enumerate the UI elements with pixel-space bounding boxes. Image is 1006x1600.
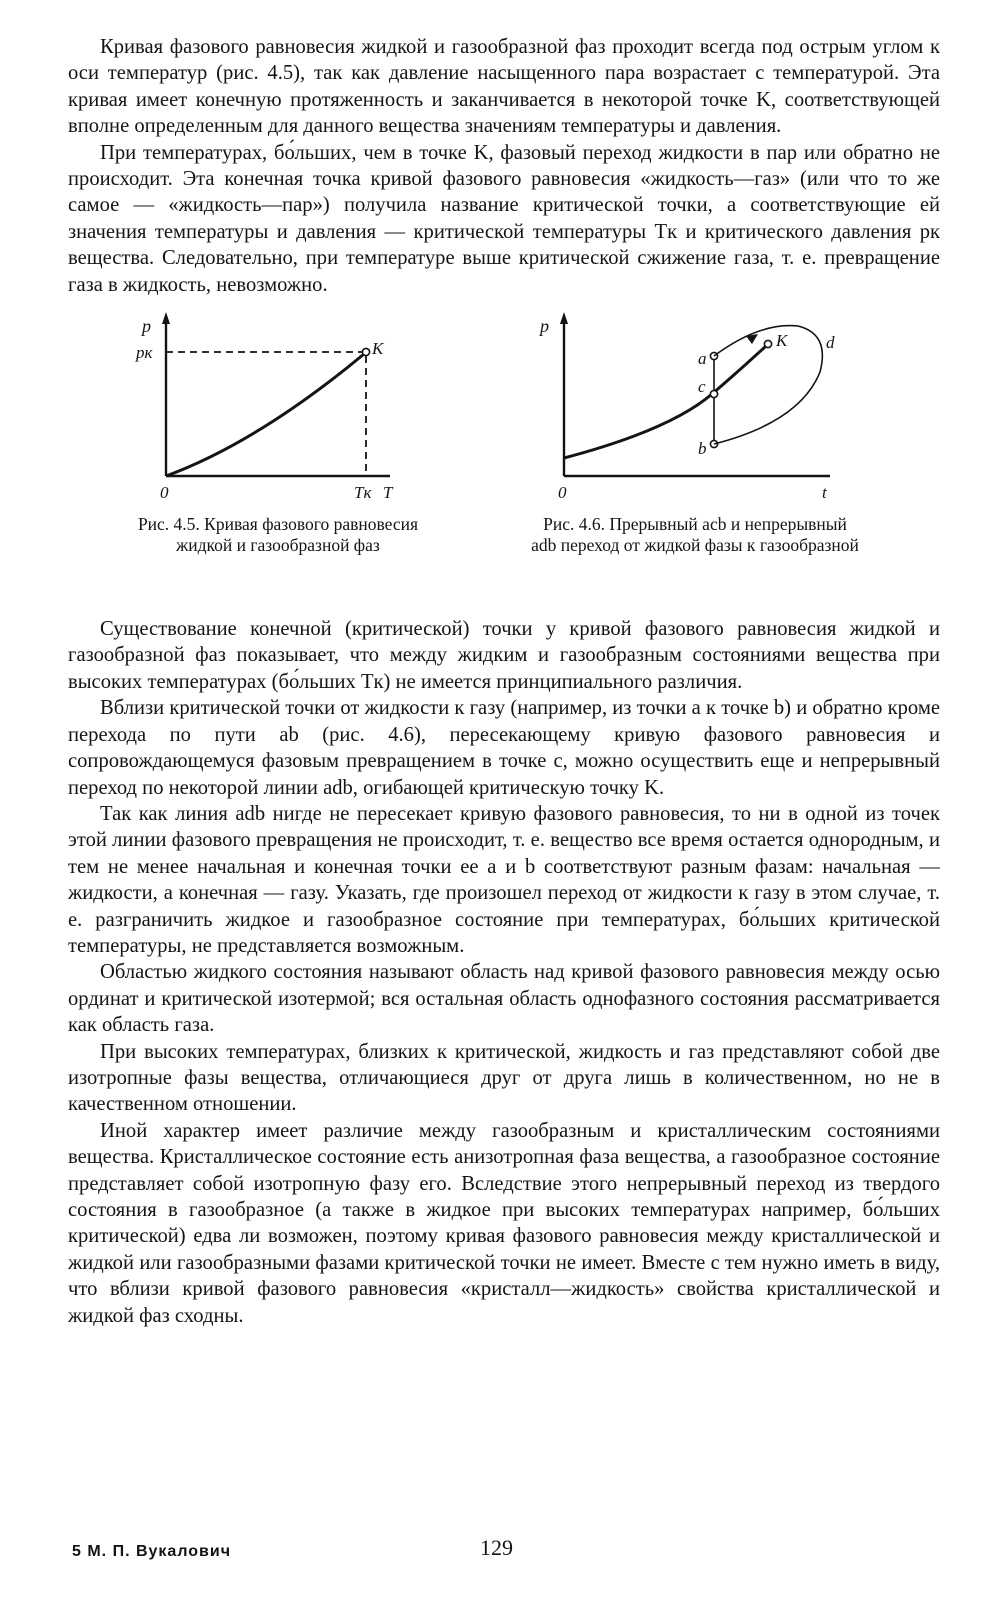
paragraph: Существование конечной (критической) точки у кривой фазового равновесия жидкой и газообразной фаз показывает, что между жидким и газообразным состояниями вещества при высоких температурах (бо́льших Tк) не имеется принципиального различия. [68, 618, 940, 693]
paragraph: При температурах, бо́льших, чем в точке K, фазовый переход жидкости в пар или обратно не происходит. Эта конечная точка кривой фазового равновесия «жидкость—газ» (или что то же самое — «жидкость—пар») получила название критической точки, а соответствующие ей значения температуры и давления — критической температуры Tк и критического давления pк вещества. Следовательно, при температуре выше критической сжижение газа, т. е. превращение газа в жидкость, невозможно. [68, 141, 940, 296]
figure-4-6 [530, 312, 860, 556]
c-label: c [698, 377, 706, 397]
paragraph: Вблизи критической точки от жидкости к газу (например, из точки a к точке b) и обратно кроме перехода по пути ab (рис. 4.6), пересекающему кривую фазового равновесия и сопровождающемуся фазовым превращением в точке c, можно осуществить еще и непрерывный переход по некоторой линии adb, огибающей критическую точку K. [68, 697, 940, 799]
figure-4-5 [128, 312, 428, 556]
paragraph: Так как линия adb нигде не пересекает кривую фазового равновесия, то ни в одной из точек этой линии фазового превращения не происходит, т. е. вещество все время остается однородным, и тем не менее начальная и конечная точки ее a и b соответствуют разным фазам: начальная — жидкости, а конечная — газу. Указать, где произошел переход от жидкости к газу в этом случае, т. е. разграничить жидкое и газообразное состояние при температурах, бо́льших критической температуры, не представляется возможным. [68, 802, 940, 957]
pk-label: pк [136, 343, 153, 363]
critical-point-K [764, 340, 771, 347]
b-label: b [698, 439, 707, 459]
p-axis-arrow [162, 312, 170, 324]
K-label: K [372, 339, 384, 359]
paragraph: Областью жидкого состояния называют область над кривой фазового равновесия между осью ординат и критической изотермой; вся остальная область однофазного состояния рассматривается как область газа. [68, 961, 940, 1037]
d-label: d [826, 333, 835, 353]
p-axis-label: p [540, 316, 549, 337]
signature-mark: 5 М. П. Вукалович [72, 1543, 231, 1560]
figures-row [68, 312, 940, 602]
paragraph: Кривая фазового равновесия жидкой и газообразной фаз проходит всегда под острым углом к оси температур (рис. 4.5), так как давление насыщенного пара возрастает с температурой. Эта кривая имеет конечную протяженность и заканчивается в некоторой точке K, соответствующей вполне определенным для данного вещества значениям температуры и давления. [68, 36, 940, 138]
origin-label: 0 [160, 483, 169, 503]
p-axis-label: p [142, 316, 151, 337]
equilibrium-curve [166, 354, 364, 476]
paragraph: Иной характер имеет различие между газообразным и кристаллическим состояниями вещества. Кристаллическое состояние есть анизотропная фаза вещества, а газообразное состояние представляет собой изотропную фазу его. Вследствие этого непрерывный переход из твердого состояния в газообразное (а также в жидкое при высоких температурах например, бо́льших критической) едва ли возможен, поэтому кривая фазового равновесия между кристаллической и жидкой или газообразными фазами критической точки не имеет. Вместе с тем нужно иметь в виду, что вблизи кривой фазового равновесия «кристалл—жидкость» свойства кристаллической и жидкой фаз сходны. [68, 1119, 940, 1327]
page-number: 129 [480, 1535, 513, 1560]
figure-caption: Рис. 4.6. Прерывный acb и непрерывный adb переход от жидкой фазы к газообразной [531, 514, 859, 556]
point-c [710, 390, 717, 397]
critical-point-K [362, 348, 369, 355]
T-axis-label: T [383, 483, 393, 503]
p-axis-arrow [560, 312, 568, 324]
a-label: a [698, 349, 707, 369]
origin-label: 0 [558, 483, 567, 503]
equilibrium-curve [564, 346, 766, 458]
t-axis-label: t [822, 483, 827, 503]
K-label: K [776, 331, 788, 351]
phase-curve-diagram [128, 312, 428, 512]
Tk-label: Tк [354, 483, 372, 503]
transition-paths-diagram [530, 312, 860, 512]
paragraph: При высоких температурах, близких к критической, жидкость и газ представляют собой две изотропные фазы вещества, отличающиеся друг от друга лишь в количественном, но не в качественном отношении. [68, 1040, 940, 1116]
page-body [68, 34, 940, 1329]
figure-caption: Рис. 4.5. Кривая фазового равновесия жидкой и газообразной фаз [137, 514, 419, 556]
